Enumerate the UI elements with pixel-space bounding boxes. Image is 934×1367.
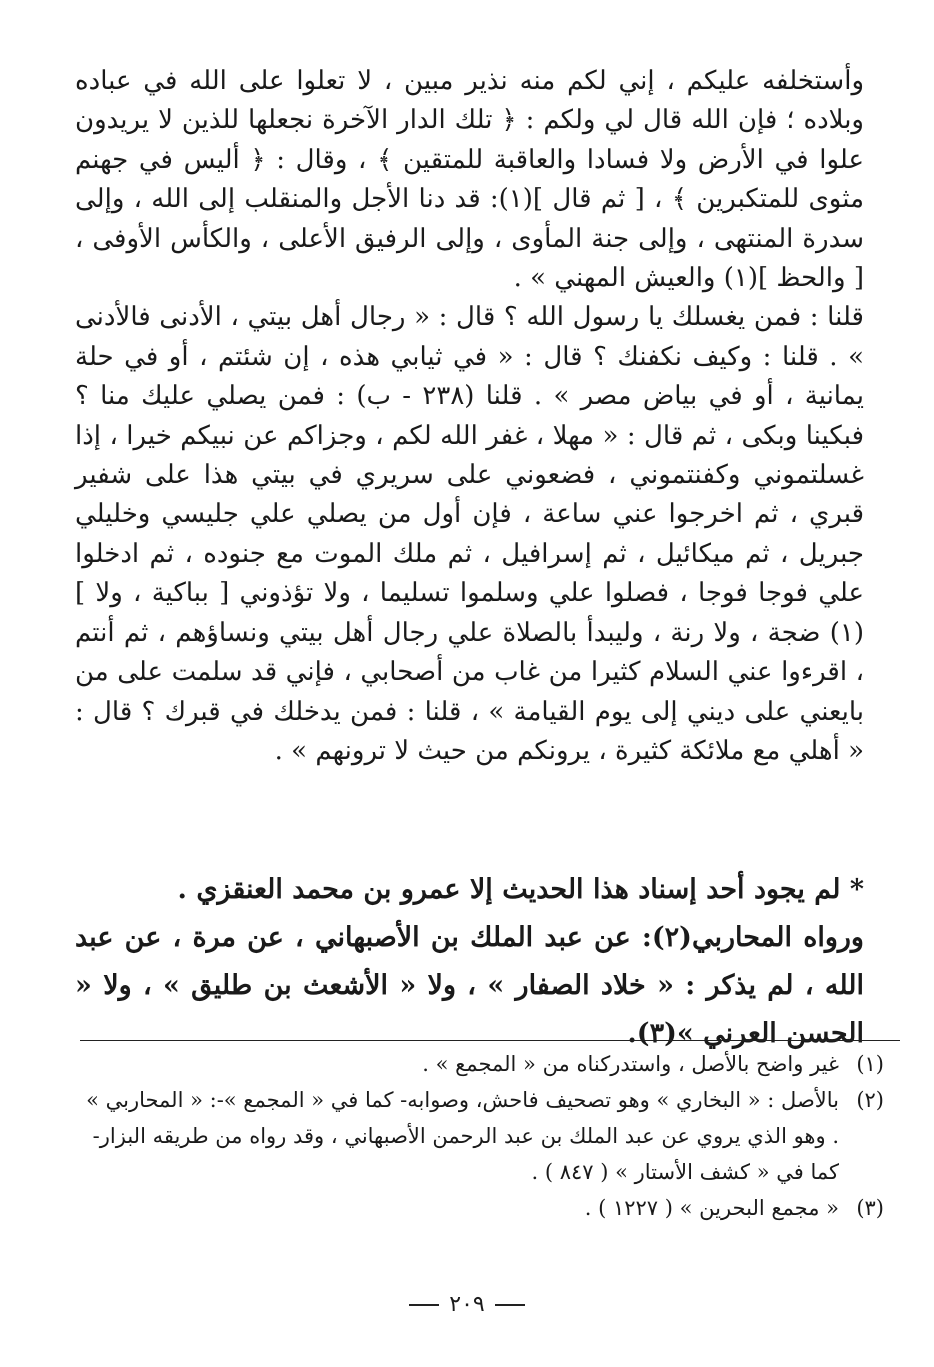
page-number-container — [0, 1292, 934, 1317]
paragraph-1: وأستخلفه عليكم ، إني لكم منه نذير مبين ، لا تعلوا على الله في عباده وبلاده ؛ فإن الله قال لي ولكم : ﴿ تلك الدار الآخرة نجعلها للذين لا يريدون علوا في الأرض ولا فسادا والعاقبة للمتقين ﴾ ، وقال : ﴿ أليس في جهنم مثوى للمتكبرين ﴾ ، [ ثم قال ](١): قد دنا الأجل والمنقلب إلى الله ، وإلى سدرة المنتهى ، وإلى جنة المأوى ، وإلى الرفيق الأعلى ، والكأس الأوفى ، [ والحظ ](١) والعيش المهني » . — [75, 66, 864, 294]
footnote-text: « مجمع البحرين » ( ١٢٢٧ ) . — [584, 1196, 839, 1220]
footnote-text: غير واضح بالأصل ، واستدركناه من « المجمع » . — [422, 1052, 839, 1076]
dash-left — [495, 1304, 525, 1306]
footnotes — [75, 1046, 884, 1226]
dash-right — [409, 1304, 439, 1306]
main-text — [75, 62, 864, 771]
commentary-text — [75, 866, 864, 1058]
page-number: ٢٠٩ — [449, 1292, 485, 1317]
commentary-paragraph-1: * لم يجود أحد إسناد هذا الحديث إلا عمرو بن محمد العنقزي . — [177, 874, 864, 905]
footnote-1 — [75, 1046, 884, 1082]
footnote-number: (٣) — [856, 1196, 884, 1220]
footnote-divider — [80, 1040, 900, 1041]
footnote-3 — [75, 1190, 884, 1226]
footnote-number: (٢) — [856, 1088, 884, 1112]
footnote-2 — [75, 1082, 884, 1190]
commentary-paragraph-2: ورواه المحاربي(٢): عن عبد الملك بن الأصبهاني ، عن مرة ، عن عبد الله ، لم يذكر : « خلاد الصفار » ، ولا « الأشعث بن طليق » ، ولا « الحسن العرني »(٣). — [75, 922, 864, 1049]
footnote-number: (١) — [856, 1052, 884, 1076]
footnote-text: بالأصل : « البخاري » وهو تصحيف فاحش، وصوابه- كما في « المجمع »-: « المحاربي » . وهو الذي يروي عن عبد الملك بن عبد الرحمن الأصبهاني ، وقد رواه من طريقه البزار- كما في « كشف الأستار » ( ٨٤٧ ) . — [86, 1088, 839, 1184]
paragraph-2: قلنا : فمن يغسلك يا رسول الله ؟ قال : « رجال أهل بيتي ، الأدنى فالأدنى » . قلنا : وكيف نكفنك ؟ قال : « في ثيابي هذه ، إن شئتم ، أو في حلة يمانية ، أو في بياض مصر » . قلنا (٢٣٨ - ب) : فمن يصلي عليك منا ؟ فبكينا وبكى ، ثم قال : « مهلا ، غفر الله لكم ، وجزاكم عن نبيكم خيرا ، إذا غسلتموني وكفنتموني ، فضعوني على سريري في بيتي هذا على شفير قبري ، ثم اخرجوا عني ساعة ، فإن أول من يصلي علي جليسي وخليلي جبريل ، ثم ميكائيل ، ثم إسرافيل ، ثم ملك الموت مع جنوده ، ثم ادخلوا علي فوجا فوجا ، فصلوا علي وسلموا تسليما ، ولا تؤذوني [ بباكية ، ولا ](١) ضجة ، ولا رنة ، وليبدأ بالصلاة علي رجال أهل بيتي ونساؤهم ، ثم أنتم ، اقرءوا عني السلام كثيرا من غاب من أصحابي ، فإني قد سلمت على من بايعني على ديني إلى يوم القيامة » ، قلنا : فمن يدخلك في قبرك ؟ قال : « أهلي مع ملائكة كثيرة ، يرونكم من حيث لا ترونهم » . — [75, 302, 864, 766]
